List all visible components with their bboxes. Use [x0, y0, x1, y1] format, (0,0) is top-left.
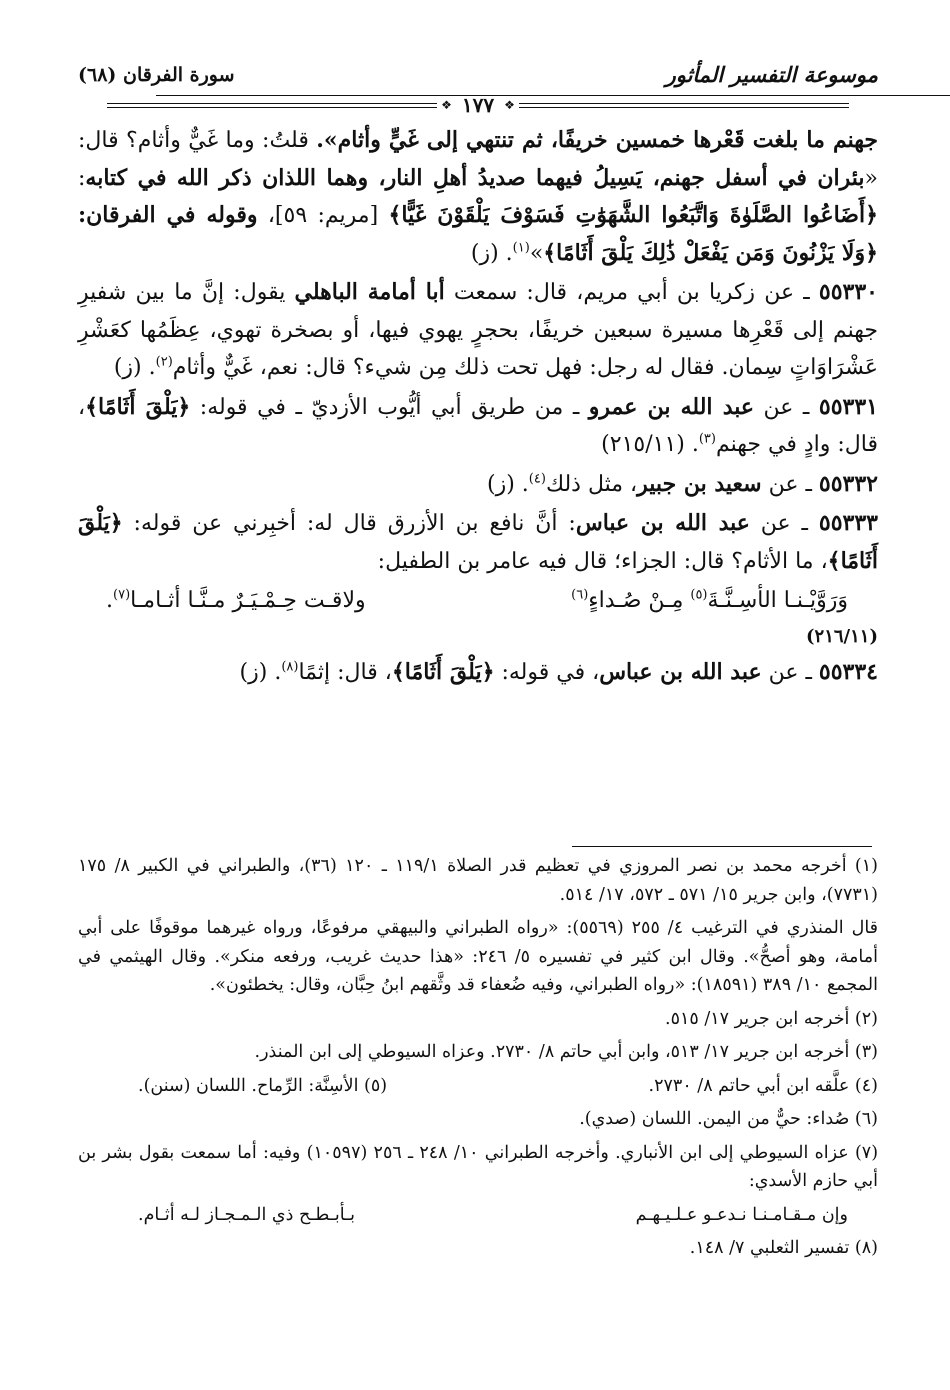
- text: ـ عن: [749, 511, 819, 536]
- footnote-4: (٤) علَّقه ابن أبي حاتم ٨/ ٢٧٣٠.: [648, 1075, 878, 1096]
- entry-number: ٥٥٣٣٠: [818, 279, 878, 305]
- book-title: موسوعة التفسير المأثور: [665, 62, 878, 87]
- page-number: ١٧٧: [461, 93, 495, 117]
- footnote-marker[interactable]: (٣): [698, 431, 716, 447]
- source-tag: . (ز): [470, 240, 513, 266]
- quran-verse: ﴿يَلْقَ أَثَامًا﴾: [391, 658, 495, 685]
- text: يقول: إنَّ ما بين شفيرِ جهنم إلى قَعْرِها مسيرة سبعين خريفًا، بحجرٍ يهوي فيها، أو بصخرة تهوي، عِظَمُها كعَشْرِ عَشْرَاوَاتٍ سِمان. فقال له رجل: فهل تحت ذلك مِن شيء؟ قال: نعم، غَيٌّ وأثام: [78, 280, 878, 380]
- entry-55334: [78, 654, 878, 692]
- footnote-6: (٦) صُداء: حيٌّ من اليمن. اللسان (صدي).: [579, 1109, 878, 1129]
- footnote-5: (٥) الأسِنَّة: الرِّماح. اللسان (سنن).: [138, 1075, 388, 1096]
- entry-number: ٥٥٣٣٤: [818, 658, 878, 685]
- source-tag: . (ز): [487, 471, 529, 497]
- footnote-marker[interactable]: (٧): [113, 587, 131, 603]
- text: ، مثل ذلك: [545, 471, 638, 497]
- source-tag: . (ز): [113, 355, 156, 380]
- text: :: [78, 165, 86, 191]
- ornament-line-left: [107, 103, 437, 108]
- verse-hemistich-1: وإن مـقـامـنـا نـدعـو عـلـيـهـم: [635, 1204, 848, 1225]
- footnote-8: (٨) تفسير الثعلبي ٧/ ١٤٨.: [689, 1238, 878, 1258]
- footnote-marker[interactable]: (٨): [281, 659, 299, 675]
- hadith-text: جهنم ما بلغت قَعْرها خمسين خريفًا، ثم تنتهي إلى غَيٍّ وأثام».: [316, 127, 878, 153]
- quran-verse: ﴿أَضَاعُوا الصَّلَوٰةَ وَاتَّبَعُوا الشَّهَوَٰتِ فَسَوْفَ يَلْقَوْنَ غَيًّا﴾: [388, 202, 878, 228]
- text: مِـنْ صُـداءٍ: [588, 588, 691, 613]
- volume-reference: (٢١٦/١١): [806, 625, 878, 647]
- text: قلتُ: وما غَيٌّ وأثام؟: [126, 128, 317, 153]
- text: .: [106, 588, 113, 613]
- entry-number: ٥٥٣٣٢: [818, 470, 878, 497]
- quran-verse: ﴿يَلْقَ أَثَامًا﴾: [78, 510, 878, 574]
- text: ـ من طريق أبي أيُّوب الأزديّ ـ في قوله:: [190, 394, 589, 420]
- entry-number: ٥٥٣٣١: [818, 393, 878, 420]
- footnote-marker[interactable]: (١): [512, 240, 530, 256]
- text: وَرَوَّيْـنـا الأسِـنَّـةَ: [707, 588, 848, 613]
- surah-label: سورة الفرقان (٦٨): [78, 64, 235, 86]
- entry-number: ٥٥٣٣٣: [818, 510, 878, 536]
- text: ـ عن: [754, 394, 819, 420]
- page-header: [78, 62, 878, 92]
- footnote-marker[interactable]: (٥): [690, 587, 708, 603]
- paragraph-continuation: [78, 122, 878, 272]
- narrator-name: عبد الله بن عمرو: [588, 393, 755, 420]
- poetry-verse: [78, 582, 878, 620]
- footnote-2: (٢) أخرجه ابن جرير ١٧/ ٥١٥.: [665, 1008, 878, 1029]
- text: ولاقـت حِـمْـيَـرٌ مـنَّـا أثـامـا: [130, 588, 366, 613]
- footnote-poetry: [78, 1201, 878, 1230]
- footnote-marker[interactable]: (٤): [528, 471, 546, 487]
- footnotes: [78, 852, 878, 1268]
- hadith-text: وقوله في الفرقان:: [78, 202, 258, 228]
- footnote-marker[interactable]: (٦): [571, 587, 589, 603]
- text: قال: «: [78, 128, 878, 191]
- footnote-3: (٣) أخرجه ابن جرير ١٧/ ٥١٣، وابن أبي حاتم ٨/ ٢٧٣٠. وعزاه السيوطي إلى ابن المنذر.: [254, 1042, 878, 1062]
- ornament-icon: ❖: [441, 98, 452, 112]
- footnote-1-comment: قال المنذري في الترغيب ٤/ ٢٥٥ (٥٥٦٩): «رواه الطبراني والبيهقي مرفوعًا، ورواه غيرهما موقوفًا على أبي أمامة، وهو أصحُّ». وقال ابن كثير في تفسيره ٥/ ٢٤٦: «هذا حديث غريب، ورفعه منكر». وقال الهيثمي في المجمع ١٠/ ٣٨٩ (١٨٥٩١): «رواه الطبراني، وفيه ضُعفاء قد وثَّقهم ابنُ حِبَّان، وقال: يخطئون».: [78, 918, 879, 995]
- source-tag: . (٢١٥/١١): [601, 432, 699, 457]
- footnote-7: (٧) عزاه السيوطي إلى ابن الأنباري. وأخرجه الطبراني ١٠/ ٢٤٨ ـ ٢٥٦ (١٠٥٩٧) وفيه: أما سمعت بقول بشر بن أبي حازم الأسدي:: [78, 1142, 879, 1191]
- footnote-marker[interactable]: (٢): [155, 354, 173, 370]
- text: ـ عن زكريا بن أبي مريم، قال: سمعت: [444, 280, 819, 305]
- text: : أنَّ نافع بن الأزرق قال له: أخبِرني عن قوله:: [122, 511, 576, 536]
- quran-verse: ﴿وَلَا يَزْنُونَ وَمَن يَفْعَلْ ذَٰلِكَ يَلْقَ أَثَامًا﴾: [543, 239, 878, 266]
- verse-hemistich-2: بـأبـطـح ذي الـمـجـاز لـه أثـام.: [138, 1204, 356, 1225]
- text: ، في قوله:: [494, 659, 600, 685]
- ornament-icon: ❖: [504, 98, 515, 112]
- text: ، قال: إثمًا: [298, 659, 392, 685]
- entry-55333: [78, 505, 878, 580]
- entry-55331: [78, 389, 878, 464]
- source-tag: . (ز): [239, 659, 282, 685]
- footnote-separator: [572, 846, 872, 847]
- text: »: [529, 240, 544, 266]
- verse-hemistich-2: [106, 582, 366, 620]
- page-number-row: [78, 92, 878, 118]
- narrator-name: عبد الله بن عباس: [599, 658, 762, 685]
- entry-55332: [78, 466, 878, 504]
- text: ، ما الأثام؟ قال: الجزاء؛ قال فيه عامر بن الطفيل:: [377, 548, 828, 574]
- entry-55330: [78, 274, 878, 387]
- footnote-pair: [78, 1072, 878, 1101]
- quran-reference: [مريم: ٥٩]،: [257, 203, 389, 228]
- footnote-1: (١) أخرجه محمد بن نصر المروزي في تعظيم قدر الصلاة ١١٩/١ ـ ١٢٠ (٣٦)، والطبراني في الكبير ٨/ ١٧٥ (٧٧٣١)، وابن جرير ١٥/ ٥٧١ ـ ٥٧٢، ١٧/ ٥١٤.: [78, 856, 878, 905]
- text: ، قال: وادٍ في جهنم: [78, 394, 878, 457]
- verse-hemistich-1: [571, 582, 848, 620]
- ornament-line-right: [519, 103, 849, 108]
- text: ـ عن: [761, 659, 819, 685]
- main-text: [78, 122, 878, 693]
- narrator-name: أبا أمامة الباهلي: [294, 279, 445, 305]
- text: ـ عن: [761, 471, 819, 497]
- narrator-name: سعيد بن جبير: [637, 470, 762, 497]
- narrator-name: عبد الله بن عباس: [575, 510, 750, 536]
- quran-verse: ﴿يَلْقَ أَثَامًا﴾: [85, 393, 191, 420]
- hadith-text: بئران في أسفل جهنم، يَسِيلُ فيهما صديدُ أهلِ النار، وهما اللذان ذكر الله في كتابه: [85, 164, 865, 191]
